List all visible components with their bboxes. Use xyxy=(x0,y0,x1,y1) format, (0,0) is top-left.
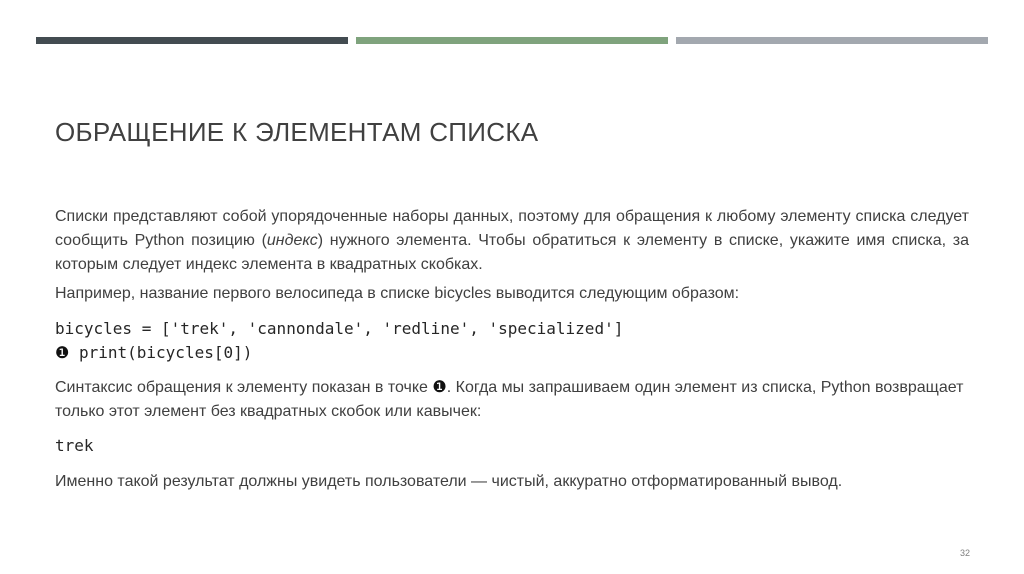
accent-bar-dark xyxy=(36,37,348,44)
output-block xyxy=(55,434,969,458)
accent-bar-green xyxy=(356,37,668,44)
paragraph-syntax xyxy=(55,375,969,424)
index-term: индекс xyxy=(266,232,318,249)
code-block xyxy=(55,317,969,365)
callout-marker-1: ❶ xyxy=(55,343,70,362)
slide-title: ОБРАЩЕНИЕ К ЭЛЕМЕНТАМ СПИСКА xyxy=(55,117,539,147)
page-number: 32 xyxy=(959,548,970,558)
accent-bar-gray xyxy=(676,37,988,44)
paragraph-result: Именно такой результат должны увидеть пользователи — чистый, аккуратно отформатированный вывод. xyxy=(55,473,843,490)
code-line-2-text: print(bicycles[0]) xyxy=(69,343,253,362)
output-line: trek xyxy=(55,436,94,455)
code-line-1: bicycles = ['trek', 'cannondale', 'redline', 'specialized'] xyxy=(55,319,624,338)
code-line-2 xyxy=(55,341,969,365)
callout-marker-inline: ❶ xyxy=(432,377,447,396)
paragraph-syntax-text-1: Синтаксис обращения к элементу показан в точке xyxy=(55,379,433,396)
paragraph-example: Например, название первого велосипеда в списке bicycles выводится следующим образом: xyxy=(55,285,740,302)
paragraph-intro-text-2: ) нужного элемента. Чтобы обратиться к элементу в списке, укажите имя списка, за которым следует индекс элемента в квадратных скобках. xyxy=(55,232,970,273)
paragraph-syntax-text-2: . Когда мы запрашиваем один элемент из списка, Python возвращает только этот элемент без квадратных скобок или кавычек: xyxy=(55,379,964,420)
slide-content xyxy=(55,205,969,494)
paragraph-intro-text-1: Списки представляют собой упорядоченные наборы данных, поэтому для обращения к любому элементу списка следует сообщить Python позицию ( xyxy=(55,208,969,249)
paragraph-intro xyxy=(55,205,969,277)
